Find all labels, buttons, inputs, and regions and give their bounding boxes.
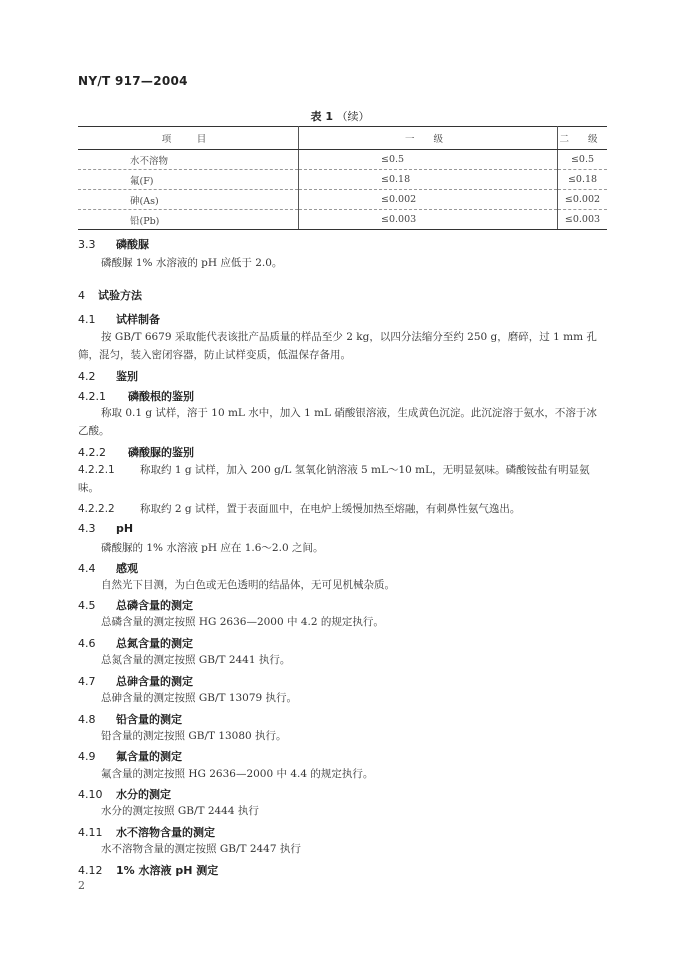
section-number: 4.8 xyxy=(78,713,96,726)
section-title: 磷酸脲 xyxy=(116,238,149,251)
section-number: 4.11 xyxy=(78,826,103,839)
table-row xyxy=(78,190,607,210)
section-4-heading xyxy=(78,287,142,303)
section-4-8-heading xyxy=(78,711,182,727)
section-number: 4.6 xyxy=(78,637,96,650)
table-caption-note: （续） xyxy=(336,110,370,123)
section-4-1-text: 按 GB/T 6679 采取能代表该批产品质量的样品至少 2 kg，以四分法缩分至约 250 g，磨碎，过 1 mm 孔筛，混匀，装入密闭容器，防止试样变质，低温保存备用。 xyxy=(78,331,597,361)
section-number: 4.2 xyxy=(78,370,96,383)
table-cell: ≤0.003 xyxy=(299,210,558,230)
section-title: 氟含量的测定 xyxy=(116,750,182,763)
section-4-2-1-text: 称取 0.1 g 试样，溶于 10 mL 水中，加入 1 mL 硝酸银溶液，生成黄色沉淀。此沉淀溶于氨水，不溶于冰乙酸。 xyxy=(78,407,597,437)
table-row xyxy=(78,170,607,190)
section-title: 磷酸根的鉴别 xyxy=(128,390,194,403)
section-4-9-heading xyxy=(78,748,182,764)
section-4-6-text: 总氮含量的测定按照 GB/T 2441 执行。 xyxy=(101,654,291,666)
section-4-11-heading xyxy=(78,824,215,840)
section-number: 4.3 xyxy=(78,522,96,535)
section-title: 总磷含量的测定 xyxy=(116,599,193,612)
section-4-9-text: 氟含量的测定按照 HG 2636—2000 中 4.4 的规定执行。 xyxy=(101,768,374,780)
section-4-12-heading xyxy=(78,862,218,878)
section-4-5-text: 总磷含量的测定按照 HG 2636—2000 中 4.2 的规定执行。 xyxy=(101,616,384,628)
section-4-11-text: 水不溶物含量的测定按照 GB/T 2447 执行 xyxy=(101,843,301,855)
section-title: 试验方法 xyxy=(98,289,142,302)
section-4-4-text: 自然光下目测，为白色或无色透明的结晶体，无可见机械杂质。 xyxy=(101,579,395,591)
section-number: 4.10 xyxy=(78,788,103,801)
table-cell: ≤0.003 xyxy=(558,210,608,230)
section-3-3-text: 磷酸脲 1% 水溶液的 pH 应低于 2.0。 xyxy=(101,257,283,269)
table-cell: ≤0.002 xyxy=(558,190,608,210)
table-cell: ≤0.5 xyxy=(299,150,558,170)
section-number: 4 xyxy=(78,289,85,302)
section-4-10-text: 水分的测定按照 GB/T 2444 执行 xyxy=(101,805,259,817)
section-body: 称取约 1 g 试样，加入 200 g/L 氢氧化钠溶液 5 mL～10 mL，无明显氨味。磷酸铵盐有明显氨味。 xyxy=(78,464,590,494)
table-cell: ≤0.5 xyxy=(558,150,608,170)
table-cell: 砷(As) xyxy=(78,190,299,210)
section-4-1-heading xyxy=(78,311,160,327)
section-4-2-heading xyxy=(78,368,138,384)
specification-table xyxy=(78,126,607,230)
section-4-3-heading xyxy=(78,522,133,535)
section-title: 铅含量的测定 xyxy=(116,713,182,726)
section-4-8-text: 铅含量的测定按照 GB/T 13080 执行。 xyxy=(101,730,287,742)
section-title: pH xyxy=(116,522,134,535)
section-title: 总氮含量的测定 xyxy=(116,637,193,650)
section-4-2-2-2-text xyxy=(78,500,606,518)
page-number: 2 xyxy=(78,879,85,892)
column-header-item: 项 目 xyxy=(78,127,299,150)
table-header-row xyxy=(78,127,607,150)
table-cell: 氟(F) xyxy=(78,170,299,190)
section-number: 4.12 xyxy=(78,864,103,877)
section-title: 试样制备 xyxy=(116,313,160,326)
section-number: 4.2.1 xyxy=(78,390,106,403)
section-title: 磷酸脲的鉴别 xyxy=(128,446,194,459)
section-4-4-heading xyxy=(78,560,138,576)
table-caption xyxy=(0,108,680,124)
section-number: 4.4 xyxy=(78,562,96,575)
table-cell: ≤0.18 xyxy=(299,170,558,190)
section-title: 感观 xyxy=(116,562,138,575)
section-4-5-heading xyxy=(78,597,193,613)
table-cell: ≤0.18 xyxy=(558,170,608,190)
section-title: 1% 水溶液 pH 测定 xyxy=(116,864,219,877)
section-3-3-heading xyxy=(78,236,149,252)
section-4-2-2-heading xyxy=(78,444,194,460)
section-4-10-heading xyxy=(78,786,171,802)
section-number: 4.2.2.2 xyxy=(78,503,115,515)
section-4-3-text: 磷酸脲的 1% 水溶液 pH 应在 1.6～2.0 之间。 xyxy=(101,542,324,554)
section-number: 4.9 xyxy=(78,750,96,763)
table-row xyxy=(78,150,607,170)
table-cell: 铅(Pb) xyxy=(78,210,299,230)
section-number: 4.2.2.1 xyxy=(78,464,115,476)
section-title: 鉴别 xyxy=(116,370,138,383)
standard-code: NY/T 917—2004 xyxy=(78,74,188,88)
section-number: 4.2.2 xyxy=(78,446,106,459)
column-header-grade-2: 二 级 xyxy=(558,127,608,150)
section-title: 总砷含量的测定 xyxy=(116,675,193,688)
table-cell: 水不溶物 xyxy=(78,150,299,170)
section-4-2-2-1-text xyxy=(78,461,606,497)
section-title: 水不溶物含量的测定 xyxy=(116,826,215,839)
section-number: 4.7 xyxy=(78,675,96,688)
section-4-7-heading xyxy=(78,673,193,689)
section-title: 水分的测定 xyxy=(116,788,171,801)
column-header-grade-1: 一 级 xyxy=(299,127,558,150)
table-row xyxy=(78,210,607,230)
section-body: 称取约 2 g 试样，置于表面皿中，在电炉上缓慢加热至熔融，有刺鼻性氨气逸出。 xyxy=(140,503,521,515)
section-number: 4.5 xyxy=(78,599,96,612)
table-caption-label: 表 1 xyxy=(310,110,333,123)
table-cell: ≤0.002 xyxy=(299,190,558,210)
section-4-6-heading xyxy=(78,635,193,651)
section-4-2-1-heading xyxy=(78,388,194,404)
section-number: 3.3 xyxy=(78,238,96,251)
section-number: 4.1 xyxy=(78,313,96,326)
section-4-7-text: 总砷含量的测定按照 GB/T 13079 执行。 xyxy=(101,692,298,704)
